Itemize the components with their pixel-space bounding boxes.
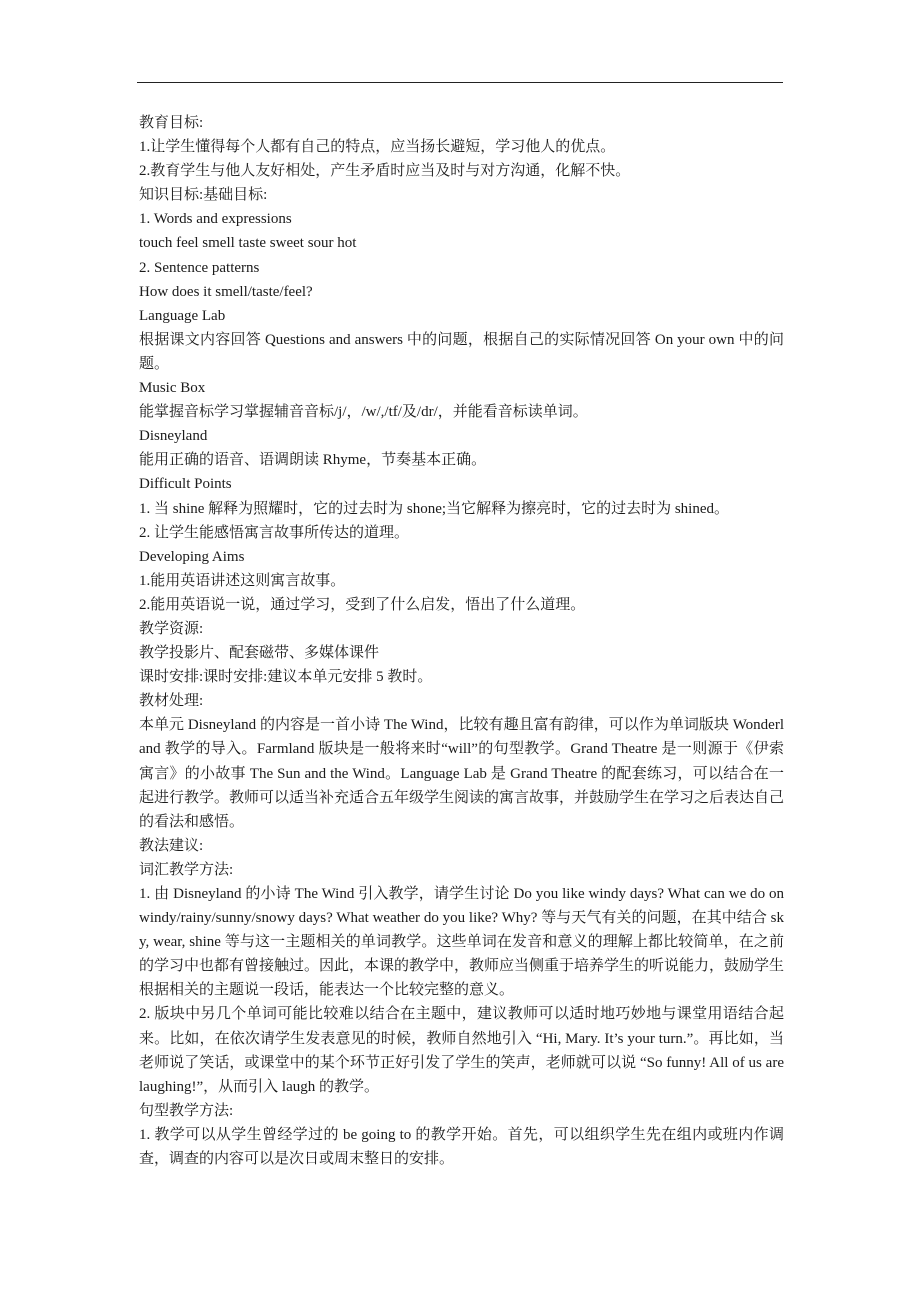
header-rule: [137, 82, 783, 83]
paragraph: 1. 由 Disneyland 的小诗 The Wind 引入教学，请学生讨论 Do you like windy days? What can we do on windy/rainy/sunny/snowy days? What weather do you like? Why? 等与天气有关的问题，在其中结合 sky, wear, shine 等与这一主题相关的单词教学。这些单词在发音和意义的理解上都比较简单，在之前的学习中也都有曾接触过。因此，本课的教学中，教师应当侧重于培养学生的听说能力，鼓励学生根据相关的主题说一段话，能表达一个比较完整的意义。: [139, 886, 785, 999]
text-line: 能掌握音标学习掌握辅音音标/j/，/w/,/tf/及/dr/，并能看音标读单词。: [139, 404, 588, 421]
heading-disneyland: Disneyland: [139, 428, 208, 445]
heading-teaching-suggestions: 教法建议:: [139, 837, 204, 854]
text-line: 能用正确的语音、语调朗读 Rhyme，节奏基本正确。: [139, 452, 487, 469]
text-line: 教学投影片、配套磁带、多媒体课件: [139, 645, 380, 662]
text-line: 1.让学生懂得每个人都有自己的特点，应当扬长避短，学习他人的优点。: [139, 139, 616, 156]
text-line: 2. Sentence patterns: [139, 259, 260, 276]
heading-material-handling: 教材处理:: [139, 693, 204, 710]
paragraph: 2. 版块中另几个单词可能比较难以结合在主题中，建议教师可以适时地巧妙地与课堂用语结合起来。比如，在依次请学生发表意见的时候，教师自然地引入 “Hi, Mary. It’s your turn.”。再比如，当老师说了笑话，或课堂中的某个环节正好引发了学生的笑声，老师就可以说 “So funny! All of us are laughing!”，从而引入 laugh 的教学。: [139, 1006, 784, 1095]
paragraph: 1. 教学可以从学生曾经学过的 be going to 的教学开始。首先，可以组织学生先在组内或班内作调查，调查的内容可以是次日或周末整日的安排。: [139, 1126, 784, 1168]
text-line: 1. Words and expressions: [139, 211, 292, 228]
text-line: 2. 让学生能感悟寓言故事所传达的道理。: [139, 524, 410, 541]
text-line: 1. 当 shine 解释为照耀时，它的过去时为 shone;当它解释为擦亮时，它的过去时为 shined。: [139, 500, 729, 517]
text-line: touch feel smell taste sweet sour hot: [139, 235, 357, 252]
heading-language-lab: Language Lab: [139, 307, 226, 324]
heading-teaching-resources: 教学资源:: [139, 620, 204, 637]
text-line: 课时安排:课时安排:建议本单元安排 5 教时。: [139, 669, 433, 686]
text-line: 1.能用英语讲述这则寓言故事。: [139, 572, 346, 589]
heading-developing-aims: Developing Aims: [139, 548, 245, 565]
heading-difficult-points: Difficult Points: [139, 476, 232, 493]
heading-vocabulary-method: 词汇教学方法:: [139, 861, 234, 878]
heading-knowledge-goals: 知识目标:基础目标:: [139, 187, 268, 204]
text-line: 2.教育学生与他人友好相处，产生矛盾时应当及时与对方沟通，化解不快。: [139, 163, 631, 180]
text-line: How does it smell/taste/feel?: [139, 283, 313, 300]
heading-music-box: Music Box: [139, 380, 206, 397]
heading-sentence-method: 句型教学方法:: [139, 1102, 234, 1119]
document-body: [139, 111, 784, 1171]
text-line: 2.能用英语说一说，通过学习，受到了什么启发，悟出了什么道理。: [139, 596, 586, 613]
heading-education-goals: 教育目标:: [139, 115, 204, 131]
paragraph: 本单元 Disneyland 的内容是一首小诗 The Wind，比较有趣且富有韵律，可以作为单词版块 Wonderland 教学的导入。Farmland 版块是一般将来时“will”的句型教学。Grand Theatre 是一则源于《伊索寓言》的小故事 The Sun and the Wind。Language Lab 是 Grand Theatre 的配套练习，可以结合在一起进行教学。教师可以适当补充适合五年级学生阅读的寓言故事，并鼓励学生在学习之后表达自己的看法和感悟。: [139, 717, 785, 830]
paragraph: 根据课文内容回答 Questions and answers 中的问题，根据自己的实际情况回答 On your own 中的问题。: [139, 331, 784, 372]
